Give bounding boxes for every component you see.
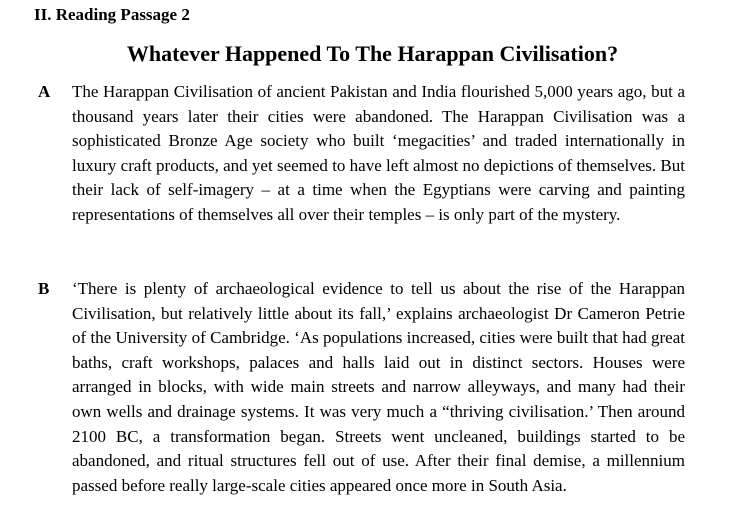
paragraph-text: The Harappan Civilisation of ancient Pakistan and India flourished 5,000 years ago, but a thousand years later their cities were abandoned. The Harappan Civilisation was a sophisticated Bronze Age society who built ‘megacities’ and traded internationally in luxury craft products, and yet seemed to have left almost no depictions of themselves. But their lack of self-imagery – at a time when the Egyptians were carving and painting representations of themselves all over their temples – is only part of the mystery. <box>72 82 685 224</box>
paragraph-letter: B <box>38 279 50 298</box>
section-heading: II. Reading Passage 2 <box>34 5 190 24</box>
paragraph-text: ‘There is plenty of archaeological evidence to tell us about the rise of the Harappan Civilisation, but relatively little about its fall,’ explains archaeologist Dr Cameron Petrie of the University of Cambridge. ‘As populations increased, cities were built that had great baths, craft workshops, palaces and halls laid out in distinct sectors. Houses were arranged in blocks, with wide main streets and narrow alleyways, and many had their own wells and drainage systems. It was very much a “thriving civilisation.’ Then around 2100 BC, a transformation began. Streets went uncleaned, buildings started to be abandoned, and ritual structures fell out of use. After their final demise, a millennium passed before really large-scale cities appeared once more in South Asia. <box>72 279 685 495</box>
paragraph-a <box>38 80 685 228</box>
passage-title: Whatever Happened To The Harappan Civilisation? <box>126 41 619 66</box>
paragraph-b <box>38 277 685 498</box>
paragraph-letter: A <box>38 82 51 101</box>
